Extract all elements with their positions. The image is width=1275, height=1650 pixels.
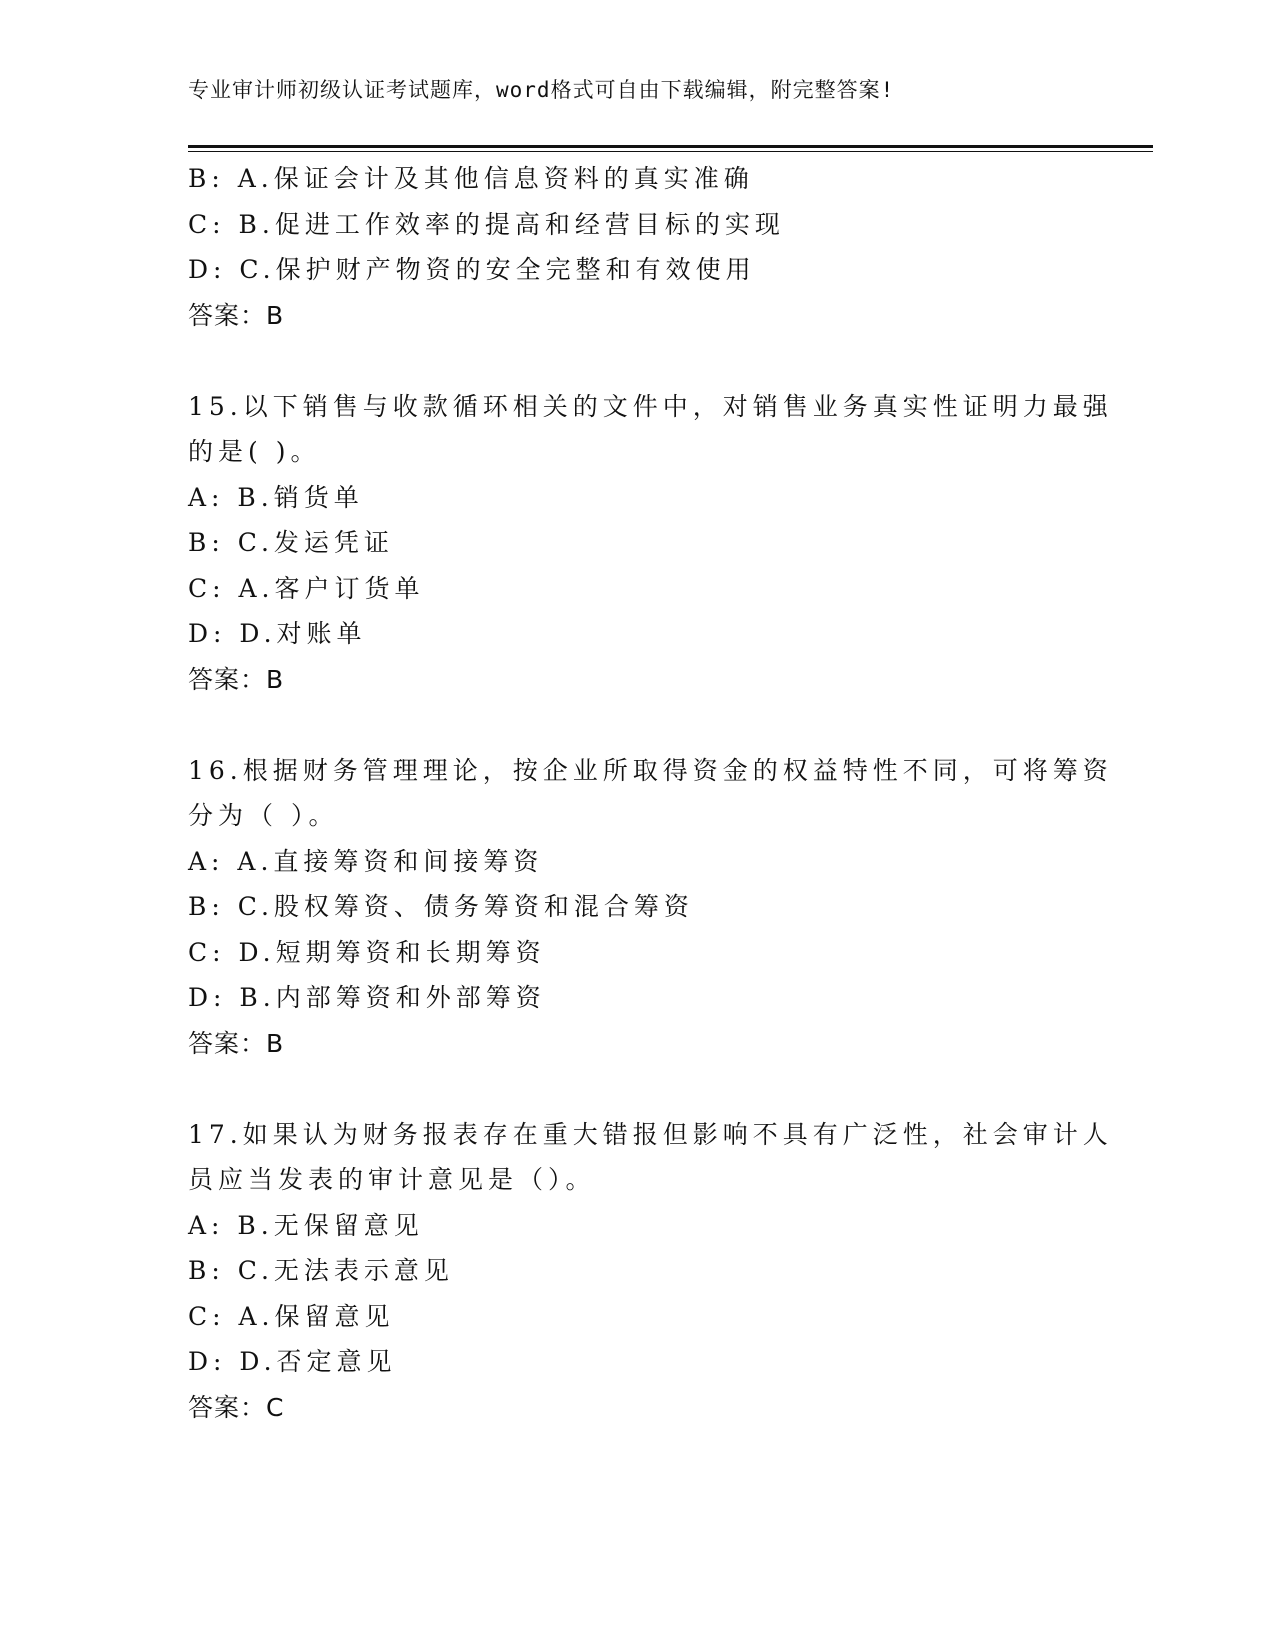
- option-b: B: C.发运凭证: [188, 528, 394, 557]
- option-a: A: B.无保留意见: [188, 1210, 424, 1240]
- question-stem: 分为（ ）。: [188, 801, 339, 830]
- header-divider-thin: [188, 151, 1153, 152]
- option-b: B: C.股权筹资、债务筹资和混合筹资: [188, 892, 694, 921]
- document-body: [188, 156, 1113, 1430]
- header-divider-thick: [188, 145, 1153, 148]
- option-d: D: D.对账单: [188, 619, 367, 648]
- option-b: B: C.无法表示意见: [188, 1256, 454, 1285]
- spacer: [188, 338, 1088, 384]
- option-c: C: D.短期筹资和长期筹资: [188, 937, 546, 967]
- page-header: 专业审计师初级认证考试题库，word格式可自由下载编辑，附完整答案!: [188, 78, 895, 102]
- option-d: D: D.否定意见: [188, 1347, 397, 1376]
- option-d: D: B.内部筹资和外部筹资: [188, 983, 546, 1012]
- answer-label: 答案：C: [188, 1392, 285, 1422]
- question-17: [188, 1112, 1113, 1431]
- option-c: C: B.促进工作效率的提高和经营目标的实现: [188, 209, 785, 239]
- option-d: D: C.保护财产物资的安全完整和有效使用: [188, 255, 756, 284]
- question-stem: 16.根据财务管理理论，按企业所取得资金的权益特性不同，可将筹资: [188, 755, 1113, 785]
- option-b: B: A.保证会计及其他信息资料的真实准确: [188, 164, 754, 193]
- answer-label: 答案：B: [188, 1028, 285, 1058]
- question-stem: 员应当发表的审计意见是（）。: [188, 1165, 596, 1194]
- question-stem: 的是( )。: [188, 437, 321, 466]
- option-a: A: B.销货单: [188, 482, 364, 512]
- spacer: [188, 702, 1088, 748]
- option-c: C: A.客户订货单: [188, 573, 425, 603]
- question-stem: 17.如果认为财务报表存在重大错报但影响不具有广泛性，社会审计人: [188, 1119, 1113, 1149]
- answer-label: 答案：B: [188, 664, 285, 694]
- answer-label: 答案：B: [188, 300, 285, 330]
- option-a: A: A.直接筹资和间接筹资: [188, 846, 544, 876]
- spacer: [188, 1066, 1088, 1112]
- question-stem: 15.以下销售与收款循环相关的文件中，对销售业务真实性证明力最强: [188, 391, 1113, 421]
- option-c: C: A.保留意见: [188, 1301, 395, 1331]
- question-15: [188, 384, 1113, 703]
- question-14-continued: [188, 156, 1088, 338]
- question-16: [188, 748, 1113, 1067]
